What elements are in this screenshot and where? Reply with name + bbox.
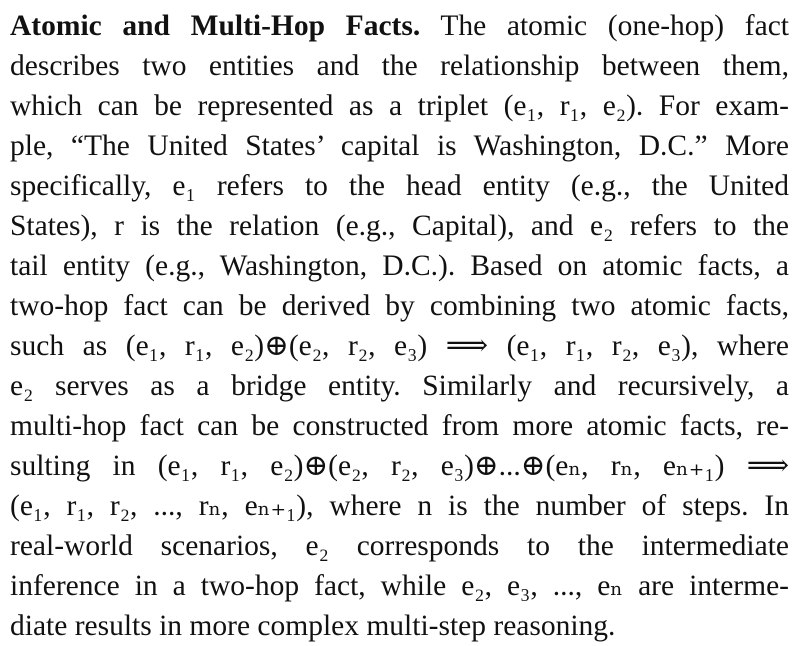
text-line: such as (e₁, r₁, e₂)⊕(e₂, r₂, e₃) ⟹ (e₁, r₁, r₂, e₃), where xyxy=(10,330,789,362)
text-line: real-world scenarios, e₂ corresponds to the intermediate xyxy=(10,530,789,562)
text-line: specifically, e₁ refers to the head entity (e.g., the United xyxy=(10,170,789,202)
text-line: describes two entities and the relationship between them, xyxy=(10,50,789,82)
text-line: ple, “The United States’ capital is Washington, D.C.” More xyxy=(10,130,789,162)
paragraph-heading: Atomic and Multi-Hop Facts. xyxy=(10,10,421,42)
text-line: two-hop fact can be derived by combining two atomic facts, xyxy=(10,290,789,322)
text-line: (e₁, r₁, r₂, ..., rₙ, eₙ₊₁), where n is the number of steps. In xyxy=(10,490,789,522)
text-line: sulting in (e₁, r₁, e₂)⊕(e₂, r₂, e₃)⊕...⊕(eₙ, rₙ, eₙ₊₁) ⟹ xyxy=(10,450,789,482)
text-line: States), r is the relation (e.g., Capital), and e₂ refers to the xyxy=(10,210,789,242)
paragraph xyxy=(10,6,789,646)
text-line: diate results in more complex multi-step reasoning. xyxy=(10,610,616,642)
text-line xyxy=(10,6,789,46)
text-line: which can be represented as a triplet (e₁, r₁, e₂). For exam- xyxy=(10,90,789,122)
text-line: tail entity (e.g., Washington, D.C.). Based on atomic facts, a xyxy=(10,250,789,282)
text-line: multi-hop fact can be constructed from more atomic facts, re- xyxy=(10,410,789,442)
text-line: e₂ serves as a bridge entity. Similarly and recursively, a xyxy=(10,370,789,402)
text-line: inference in a two-hop fact, while e₂, e₃, ..., eₙ are interme- xyxy=(10,570,789,602)
line-text: The atomic (one-hop) fact xyxy=(420,10,789,42)
